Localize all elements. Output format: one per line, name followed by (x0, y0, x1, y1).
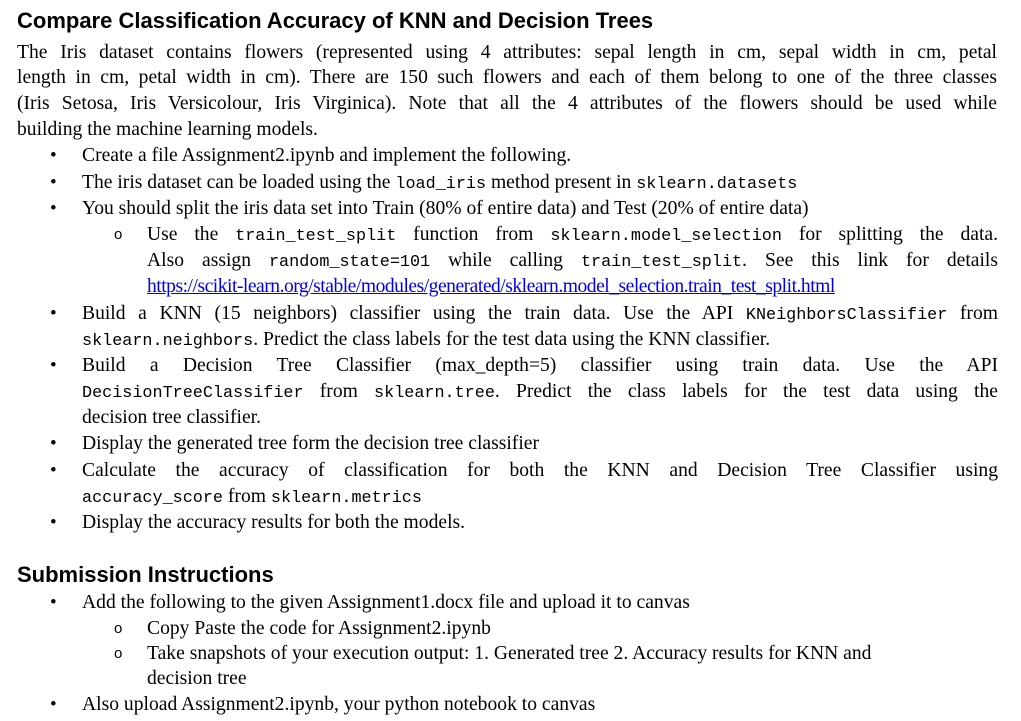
item-accuracy-line-1: Calculate the accuracy of classification for both the KNN and Decision Tree Classifier using (82, 460, 998, 481)
submission-heading: Submission Instructions (17, 562, 274, 587)
code-train-test-split: train_test_split (580, 253, 743, 272)
bullet-icon: • (50, 145, 57, 166)
intro-line-1: The Iris dataset contains flowers (represented using 4 attributes: sepal length in cm, sepal width in cm, petal (17, 42, 997, 63)
sub-item-snapshots-line-1: Take snapshots of your execution output: 1. Generated tree 2. Accuracy results for KNN and (147, 643, 872, 664)
bullet-icon: • (50, 512, 57, 533)
item-add-docx: Add the following to the given Assignment1.docx file and upload it to canvas (82, 592, 690, 613)
sub-item-split-line-1: Use the train_test_split function from sklearn.model_selection for splitting the data. (147, 224, 998, 246)
bullet-icon: • (50, 303, 57, 324)
item-dt-line-3: decision tree classifier. (82, 407, 261, 428)
bullet-icon: • (50, 460, 57, 481)
code-random-state: random_state=101 (268, 253, 431, 272)
code-sklearn-tree: sklearn.tree (374, 384, 495, 403)
code-kneighbors-classifier: KNeighborsClassifier (745, 306, 948, 325)
code-load-iris: load_iris (395, 175, 487, 194)
item-upload-notebook: Also upload Assignment2.ipynb, your python notebook to canvas (82, 694, 596, 715)
code-sklearn-datasets: sklearn.datasets (636, 175, 798, 194)
bullet-icon: • (50, 694, 57, 715)
sub-bullet-icon: o (114, 226, 123, 243)
item-knn-line-1: Build a KNN (15 neighbors) classifier using the train data. Use the API KNeighborsClassifier from (82, 303, 998, 325)
sub-bullet-icon: o (114, 645, 123, 662)
sub-item-split-line-2: Also assign random_state=101 while calling train_test_split. See this link for details (147, 250, 998, 272)
code-decision-tree-classifier: DecisionTreeClassifier (82, 384, 304, 403)
item-accuracy-line-2: accuracy_score from sklearn.metrics (82, 486, 422, 508)
intro-line-3: (Iris Setosa, Iris Versicolour, Iris Virginica). Note that all the 4 attributes of the flowers should be used while (17, 93, 997, 114)
code-sklearn-metrics: sklearn.metrics (270, 489, 422, 508)
item-display-accuracy: Display the accuracy results for both the models. (82, 512, 466, 533)
code-train-test-split: train_test_split (235, 227, 397, 246)
intro-line-4: building the machine learning models. (17, 119, 318, 140)
sub-bullet-icon: o (114, 620, 123, 637)
bullet-icon: • (50, 172, 57, 193)
item-split-data: You should split the iris data set into Train (80% of entire data) and Test (20% of entire data) (82, 198, 809, 219)
sub-item-snapshots-line-2: decision tree (147, 668, 247, 689)
docs-link[interactable]: https://scikit-learn.org/stable/modules/generated/sklearn.model_selection.train_test_split.html (147, 276, 835, 297)
bullet-icon: • (50, 592, 57, 613)
item-create-file: Create a file Assignment2.ipynb and implement the following. (82, 145, 572, 166)
bullet-icon: • (50, 198, 57, 219)
page-title: Compare Classification Accuracy of KNN and Decision Trees (17, 8, 654, 33)
code-sklearn-neighbors: sklearn.neighbors (82, 332, 254, 351)
item-display-tree: Display the generated tree form the decision tree classifier (82, 433, 539, 454)
bullet-icon: • (50, 355, 57, 376)
sub-item-split-line-3 (147, 274, 835, 300)
code-accuracy-score: accuracy_score (82, 489, 223, 508)
intro-line-2: length in cm, petal width in cm). There are 150 such flowers and each of them belong to one of the three classes (17, 67, 997, 88)
item-dt-line-1: Build a Decision Tree Classifier (max_depth=5) classifier using train data. Use the API (82, 355, 998, 376)
item-load-dataset: The iris dataset can be loaded using the load_iris method present in sklearn.datasets (82, 172, 798, 194)
code-model-selection: sklearn.model_selection (550, 227, 782, 246)
sub-item-copy-code: Copy Paste the code for Assignment2.ipynb (147, 618, 491, 639)
item-knn-line-2: sklearn.neighbors. Predict the class labels for the test data using the KNN classifier. (82, 329, 771, 351)
bullet-icon: • (50, 433, 57, 454)
item-dt-line-2: DecisionTreeClassifier from sklearn.tree. Predict the class labels for the test data using the (82, 381, 998, 403)
